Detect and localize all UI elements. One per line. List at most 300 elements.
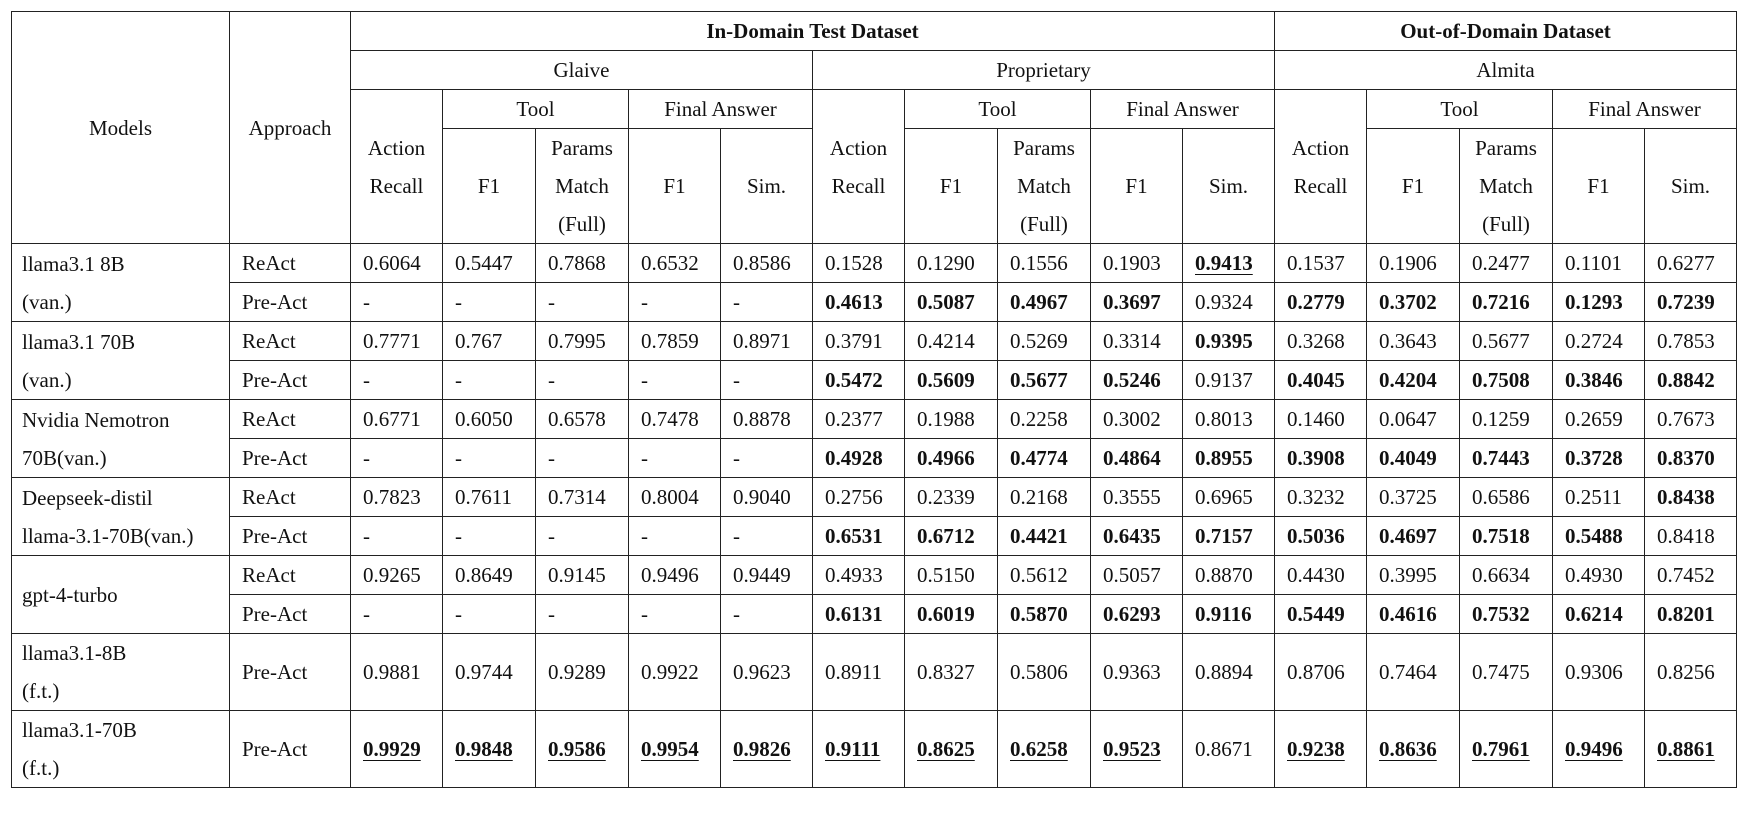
value-cell bbox=[905, 556, 998, 595]
value-cell bbox=[1091, 556, 1183, 595]
value-cell bbox=[1460, 478, 1553, 517]
value-text: 0.8013 bbox=[1195, 407, 1253, 431]
value-cell bbox=[1553, 400, 1645, 439]
value-text: 0.1528 bbox=[825, 251, 883, 275]
header-line: Params bbox=[1013, 136, 1075, 160]
value-cell bbox=[1183, 439, 1275, 478]
value-cell bbox=[998, 556, 1091, 595]
value-text: 0.2756 bbox=[825, 485, 883, 509]
model-name-line: (f.t.) bbox=[22, 756, 60, 780]
value-text: 0.2477 bbox=[1472, 251, 1530, 275]
value-cell bbox=[721, 517, 813, 556]
value-text: 0.8438 bbox=[1657, 485, 1715, 509]
value-cell bbox=[1553, 244, 1645, 283]
approach-cell: Pre-Act bbox=[230, 595, 351, 634]
value-text: - bbox=[548, 368, 555, 392]
value-text: 0.3643 bbox=[1379, 329, 1437, 353]
value-cell bbox=[1645, 400, 1737, 439]
value-cell bbox=[1183, 711, 1275, 788]
value-cell bbox=[629, 439, 721, 478]
value-cell bbox=[1275, 439, 1367, 478]
value-cell bbox=[351, 244, 443, 283]
value-cell bbox=[998, 517, 1091, 556]
value-cell bbox=[813, 556, 905, 595]
value-cell bbox=[1367, 634, 1460, 711]
value-cell bbox=[1091, 517, 1183, 556]
value-text: 0.8586 bbox=[733, 251, 791, 275]
value-text: 0.7532 bbox=[1472, 602, 1530, 626]
value-text: 0.2168 bbox=[1010, 485, 1068, 509]
value-text: - bbox=[548, 290, 555, 314]
value-text: 0.4966 bbox=[917, 446, 975, 470]
value-cell bbox=[721, 634, 813, 711]
value-text: 0.7518 bbox=[1472, 524, 1530, 548]
value-text: 0.7216 bbox=[1472, 290, 1530, 314]
out-of-domain-header: Out-of-Domain Dataset bbox=[1275, 12, 1737, 51]
value-cell bbox=[629, 478, 721, 517]
value-cell bbox=[351, 711, 443, 788]
value-cell bbox=[536, 517, 629, 556]
value-cell bbox=[629, 711, 721, 788]
value-text: 0.4933 bbox=[825, 563, 883, 587]
value-text: 0.3232 bbox=[1287, 485, 1345, 509]
value-cell bbox=[998, 361, 1091, 400]
sim-header: Sim. bbox=[721, 129, 813, 244]
header-line: Action bbox=[829, 136, 888, 160]
value-text: 0.9137 bbox=[1195, 368, 1253, 392]
value-cell bbox=[1367, 400, 1460, 439]
header-line: Match bbox=[555, 174, 609, 198]
value-text: 0.6531 bbox=[825, 524, 883, 548]
value-text: 0.5609 bbox=[917, 368, 975, 392]
value-cell bbox=[1091, 283, 1183, 322]
value-cell bbox=[536, 361, 629, 400]
value-cell bbox=[813, 711, 905, 788]
model-group bbox=[12, 556, 1737, 634]
value-cell bbox=[1645, 517, 1737, 556]
value-text: - bbox=[363, 446, 370, 470]
value-cell bbox=[905, 361, 998, 400]
value-text: 0.4928 bbox=[825, 446, 883, 470]
value-text: 0.1988 bbox=[917, 407, 975, 431]
value-cell bbox=[536, 283, 629, 322]
value-text: 0.7157 bbox=[1195, 524, 1253, 548]
value-cell bbox=[351, 595, 443, 634]
value-cell bbox=[443, 439, 536, 478]
value-cell bbox=[905, 634, 998, 711]
value-text: - bbox=[641, 290, 648, 314]
value-text: 0.6131 bbox=[825, 602, 883, 626]
value-text: - bbox=[733, 524, 740, 548]
value-cell bbox=[1275, 400, 1367, 439]
value-text: 0.9040 bbox=[733, 485, 791, 509]
value-cell bbox=[905, 244, 998, 283]
value-cell bbox=[998, 322, 1091, 361]
value-text: 0.3702 bbox=[1379, 290, 1437, 314]
value-cell bbox=[998, 439, 1091, 478]
value-text: 0.9523 bbox=[1103, 737, 1161, 761]
value-cell bbox=[1275, 283, 1367, 322]
header-line: Match bbox=[1479, 174, 1533, 198]
value-cell bbox=[1183, 478, 1275, 517]
value-cell bbox=[1367, 244, 1460, 283]
model-name-cell bbox=[12, 478, 230, 556]
value-text: 0.6064 bbox=[363, 251, 421, 275]
value-cell bbox=[629, 595, 721, 634]
value-cell bbox=[998, 478, 1091, 517]
value-text: - bbox=[733, 602, 740, 626]
value-text: 0.7508 bbox=[1472, 368, 1530, 392]
value-cell bbox=[1183, 244, 1275, 283]
value-cell bbox=[813, 634, 905, 711]
value-cell bbox=[1091, 634, 1183, 711]
value-text: 0.6277 bbox=[1657, 251, 1715, 275]
value-text: 0.9954 bbox=[641, 737, 699, 761]
value-text: 0.7823 bbox=[363, 485, 421, 509]
table-row bbox=[12, 283, 1737, 322]
approach-cell: Pre-Act bbox=[230, 517, 351, 556]
value-cell bbox=[998, 400, 1091, 439]
value-cell bbox=[1275, 634, 1367, 711]
approach-cell: ReAct bbox=[230, 478, 351, 517]
value-text: 0.9848 bbox=[455, 737, 513, 761]
value-cell bbox=[536, 556, 629, 595]
value-text: 0.8636 bbox=[1379, 737, 1437, 761]
model-group bbox=[12, 244, 1737, 322]
final-answer-f1-header: F1 bbox=[1553, 129, 1645, 244]
value-text: 0.9324 bbox=[1195, 290, 1253, 314]
value-cell bbox=[1275, 711, 1367, 788]
header-line: Match bbox=[1017, 174, 1071, 198]
value-text: 0.7611 bbox=[455, 485, 512, 509]
approach-cell: ReAct bbox=[230, 400, 351, 439]
value-text: 0.1293 bbox=[1565, 290, 1623, 314]
value-cell bbox=[1275, 595, 1367, 634]
params-match-header bbox=[1460, 129, 1553, 244]
value-text: 0.5488 bbox=[1565, 524, 1623, 548]
value-text: 0.0647 bbox=[1379, 407, 1437, 431]
value-cell bbox=[1367, 283, 1460, 322]
value-cell bbox=[721, 322, 813, 361]
model-name-line: llama-3.1-70B(van.) bbox=[22, 523, 194, 548]
value-text: - bbox=[363, 602, 370, 626]
value-cell bbox=[1183, 322, 1275, 361]
value-cell bbox=[1460, 634, 1553, 711]
value-cell bbox=[536, 400, 629, 439]
value-text: 0.9145 bbox=[548, 563, 606, 587]
value-text: 0.9586 bbox=[548, 737, 606, 761]
value-text: 0.5269 bbox=[1010, 329, 1068, 353]
value-text: 0.4430 bbox=[1287, 563, 1345, 587]
value-text: 0.6258 bbox=[1010, 737, 1068, 761]
approach-cell: ReAct bbox=[230, 556, 351, 595]
tool-f1-header: F1 bbox=[905, 129, 998, 244]
tool-header: Tool bbox=[443, 90, 629, 129]
value-text: 0.8671 bbox=[1195, 737, 1253, 761]
header-line: (Full) bbox=[558, 212, 606, 236]
value-text: 0.9289 bbox=[548, 660, 606, 684]
value-text: 0.9496 bbox=[1565, 737, 1623, 761]
value-cell bbox=[1367, 322, 1460, 361]
value-cell bbox=[1091, 244, 1183, 283]
value-cell bbox=[721, 595, 813, 634]
value-cell bbox=[813, 595, 905, 634]
value-text: 0.1537 bbox=[1287, 251, 1345, 275]
model-name-line: llama3.1 8B bbox=[22, 251, 125, 276]
value-cell bbox=[721, 400, 813, 439]
value-text: 0.7239 bbox=[1657, 290, 1715, 314]
model-name-line: gpt-4-turbo bbox=[22, 582, 118, 607]
value-text: 0.2659 bbox=[1565, 407, 1623, 431]
tool-header: Tool bbox=[1367, 90, 1553, 129]
value-text: 0.6965 bbox=[1195, 485, 1253, 509]
value-cell bbox=[351, 517, 443, 556]
value-cell bbox=[1553, 634, 1645, 711]
value-text: 0.8894 bbox=[1195, 660, 1253, 684]
value-cell bbox=[1091, 595, 1183, 634]
header-line: Action bbox=[367, 136, 426, 160]
value-cell bbox=[351, 478, 443, 517]
value-cell bbox=[813, 478, 905, 517]
value-text: 0.7443 bbox=[1472, 446, 1530, 470]
value-cell bbox=[1553, 595, 1645, 634]
value-text: 0.3728 bbox=[1565, 446, 1623, 470]
header-line: Action bbox=[1291, 136, 1350, 160]
value-text: 0.5036 bbox=[1287, 524, 1345, 548]
model-group bbox=[12, 634, 1737, 711]
value-cell bbox=[443, 595, 536, 634]
value-cell bbox=[1275, 556, 1367, 595]
value-cell bbox=[351, 322, 443, 361]
action-recall-header bbox=[351, 90, 443, 244]
final-answer-f1-header: F1 bbox=[1091, 129, 1183, 244]
value-text: 0.9238 bbox=[1287, 737, 1345, 761]
value-text: 0.8418 bbox=[1657, 524, 1715, 548]
table-row bbox=[12, 244, 1737, 283]
value-text: - bbox=[455, 446, 462, 470]
value-text: 0.8971 bbox=[733, 329, 791, 353]
model-name-cell bbox=[12, 400, 230, 478]
table-row bbox=[12, 711, 1737, 788]
value-cell bbox=[629, 361, 721, 400]
value-text: 0.3002 bbox=[1103, 407, 1161, 431]
value-text: 0.3995 bbox=[1379, 563, 1437, 587]
value-text: - bbox=[363, 524, 370, 548]
value-text: 0.6019 bbox=[917, 602, 975, 626]
value-cell bbox=[1460, 517, 1553, 556]
value-cell bbox=[1645, 595, 1737, 634]
value-text: 0.2511 bbox=[1565, 485, 1622, 509]
model-name-line: llama3.1-70B bbox=[22, 718, 137, 742]
model-name-line: Deepseek-distil bbox=[22, 485, 153, 510]
model-name-line: (van.) bbox=[22, 367, 72, 392]
value-cell bbox=[443, 400, 536, 439]
value-text: 0.5612 bbox=[1010, 563, 1068, 587]
value-cell bbox=[721, 711, 813, 788]
value-text: 0.7853 bbox=[1657, 329, 1715, 353]
value-cell bbox=[813, 517, 905, 556]
value-cell bbox=[351, 283, 443, 322]
value-text: 0.5057 bbox=[1103, 563, 1161, 587]
model-name-line: 70B(van.) bbox=[22, 445, 107, 470]
params-match-header bbox=[536, 129, 629, 244]
value-text: 0.9623 bbox=[733, 660, 791, 684]
value-text: 0.3314 bbox=[1103, 329, 1161, 353]
value-text: 0.9306 bbox=[1565, 660, 1623, 684]
value-cell bbox=[1645, 322, 1737, 361]
params-match-header bbox=[998, 129, 1091, 244]
value-text: 0.5806 bbox=[1010, 660, 1068, 684]
value-cell bbox=[1275, 478, 1367, 517]
value-text: 0.3268 bbox=[1287, 329, 1345, 353]
table-row bbox=[12, 400, 1737, 439]
approach-header: Approach bbox=[230, 12, 351, 244]
value-text: - bbox=[733, 368, 740, 392]
value-text: - bbox=[455, 602, 462, 626]
model-name-cell bbox=[12, 634, 230, 711]
value-cell bbox=[905, 400, 998, 439]
value-cell bbox=[1460, 322, 1553, 361]
value-text: 0.6634 bbox=[1472, 563, 1530, 587]
value-cell bbox=[1367, 711, 1460, 788]
value-text: 0.9744 bbox=[455, 660, 513, 684]
approach-cell: ReAct bbox=[230, 244, 351, 283]
value-text: 0.8911 bbox=[825, 660, 882, 684]
value-cell bbox=[1645, 361, 1737, 400]
value-cell bbox=[443, 517, 536, 556]
model-name-cell bbox=[12, 322, 230, 400]
value-text: 0.6712 bbox=[917, 524, 975, 548]
table-row bbox=[12, 361, 1737, 400]
value-cell bbox=[721, 244, 813, 283]
value-text: 0.6293 bbox=[1103, 602, 1161, 626]
value-cell bbox=[1460, 283, 1553, 322]
value-cell bbox=[998, 244, 1091, 283]
value-cell bbox=[1553, 361, 1645, 400]
value-text: 0.4774 bbox=[1010, 446, 1068, 470]
value-cell bbox=[1367, 478, 1460, 517]
value-cell bbox=[1645, 556, 1737, 595]
table-header bbox=[12, 12, 1737, 244]
value-cell bbox=[443, 478, 536, 517]
value-text: 0.5447 bbox=[455, 251, 513, 275]
value-cell bbox=[721, 478, 813, 517]
value-cell bbox=[998, 711, 1091, 788]
value-cell bbox=[1553, 478, 1645, 517]
value-text: 0.9111 bbox=[825, 737, 881, 761]
value-text: 0.6586 bbox=[1472, 485, 1530, 509]
value-cell bbox=[1091, 478, 1183, 517]
table-row bbox=[12, 595, 1737, 634]
final-answer-header: Final Answer bbox=[1091, 90, 1275, 129]
value-cell bbox=[1645, 711, 1737, 788]
value-cell bbox=[813, 361, 905, 400]
value-text: 0.1906 bbox=[1379, 251, 1437, 275]
value-cell bbox=[443, 283, 536, 322]
model-name-cell bbox=[12, 711, 230, 788]
value-cell bbox=[443, 556, 536, 595]
value-cell bbox=[1275, 361, 1367, 400]
value-cell bbox=[1553, 556, 1645, 595]
value-text: 0.4697 bbox=[1379, 524, 1437, 548]
value-text: - bbox=[363, 368, 370, 392]
value-text: 0.7995 bbox=[548, 329, 606, 353]
value-cell bbox=[1183, 517, 1275, 556]
value-text: 0.4930 bbox=[1565, 563, 1623, 587]
value-cell bbox=[1091, 400, 1183, 439]
value-text: 0.6532 bbox=[641, 251, 699, 275]
value-cell bbox=[813, 400, 905, 439]
value-cell bbox=[905, 595, 998, 634]
value-cell bbox=[1367, 439, 1460, 478]
value-cell bbox=[536, 244, 629, 283]
model-name-cell bbox=[12, 556, 230, 634]
value-cell bbox=[1275, 322, 1367, 361]
value-cell bbox=[351, 556, 443, 595]
value-cell bbox=[1367, 517, 1460, 556]
value-text: 0.3697 bbox=[1103, 290, 1161, 314]
value-text: 0.8370 bbox=[1657, 446, 1715, 470]
value-cell bbox=[998, 595, 1091, 634]
value-cell bbox=[905, 711, 998, 788]
value-text: 0.9449 bbox=[733, 563, 791, 587]
value-text: 0.9496 bbox=[641, 563, 699, 587]
dataset-header-glaive: Glaive bbox=[351, 51, 813, 90]
value-text: 0.4421 bbox=[1010, 524, 1068, 548]
table-row bbox=[12, 478, 1737, 517]
value-text: 0.8201 bbox=[1657, 602, 1715, 626]
value-text: 0.767 bbox=[455, 329, 503, 353]
value-cell bbox=[1553, 283, 1645, 322]
dataset-header-almita: Almita bbox=[1275, 51, 1737, 90]
value-text: 0.3846 bbox=[1565, 368, 1623, 392]
value-cell bbox=[998, 283, 1091, 322]
value-text: 0.8004 bbox=[641, 485, 699, 509]
value-text: 0.4204 bbox=[1379, 368, 1437, 392]
value-text: 0.2779 bbox=[1287, 290, 1345, 314]
tool-f1-header: F1 bbox=[1367, 129, 1460, 244]
value-text: 0.4214 bbox=[917, 329, 975, 353]
value-cell bbox=[905, 283, 998, 322]
value-text: 0.1259 bbox=[1472, 407, 1530, 431]
value-text: 0.2258 bbox=[1010, 407, 1068, 431]
value-cell bbox=[1183, 595, 1275, 634]
value-text: 0.8327 bbox=[917, 660, 975, 684]
model-name-line: (van.) bbox=[22, 289, 72, 314]
value-text: 0.7868 bbox=[548, 251, 606, 275]
value-text: 0.9395 bbox=[1195, 329, 1253, 353]
value-cell bbox=[1460, 244, 1553, 283]
value-cell bbox=[1275, 517, 1367, 556]
value-text: 0.2377 bbox=[825, 407, 883, 431]
value-cell bbox=[1460, 711, 1553, 788]
value-text: 0.9826 bbox=[733, 737, 791, 761]
approach-cell: Pre-Act bbox=[230, 634, 351, 711]
value-text: - bbox=[548, 446, 555, 470]
value-cell bbox=[536, 595, 629, 634]
value-cell bbox=[536, 322, 629, 361]
value-cell bbox=[1183, 634, 1275, 711]
table-row bbox=[12, 634, 1737, 711]
model-name-line: Nvidia Nemotron bbox=[22, 407, 170, 432]
value-cell bbox=[1553, 322, 1645, 361]
value-text: - bbox=[363, 290, 370, 314]
value-text: 0.8861 bbox=[1657, 737, 1715, 761]
model-group bbox=[12, 478, 1737, 556]
value-cell bbox=[1183, 361, 1275, 400]
value-text: 0.3725 bbox=[1379, 485, 1437, 509]
value-text: 0.5870 bbox=[1010, 602, 1068, 626]
